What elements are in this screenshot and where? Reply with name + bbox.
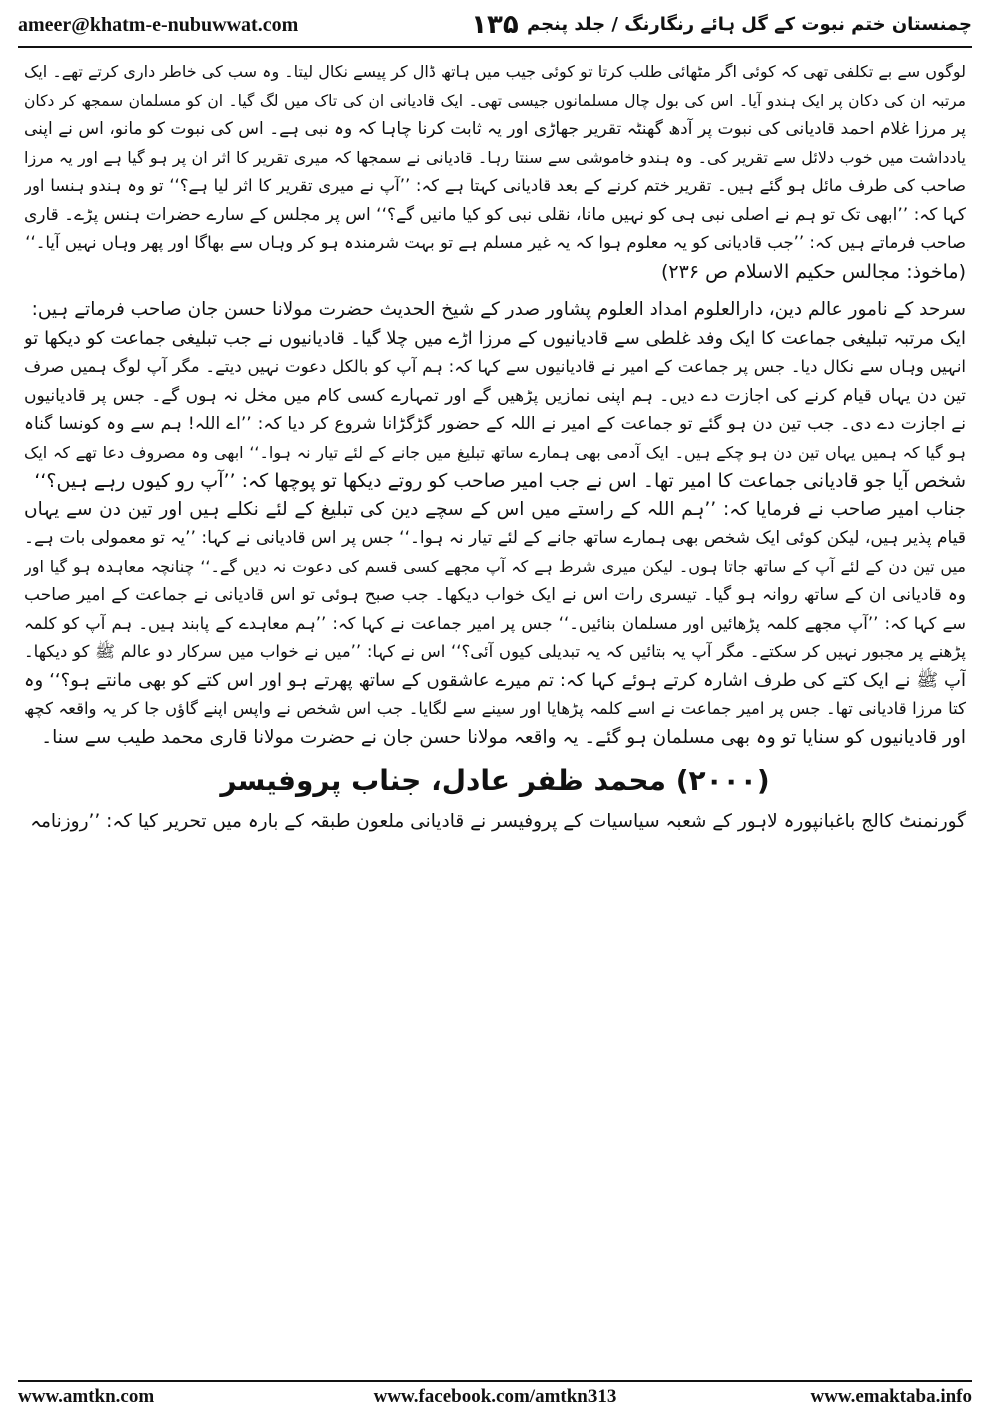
text-line: جناب امیر صاحب نے فرمایا کہ: ’’ہم اللہ کے راستے میں اس کے سچے دین کی تبلیغ کے لئے نکلے ہیں اور تین دن سے یہاں	[24, 498, 966, 520]
text-line: آپ ﷺ نے ایک کتے کی طرف اشارہ کرتے ہوئے کہا کہ: تم میرے عاشقوں کے ساتھ پھرتے ہو اور اس کتے کو بھی مانتے ہو؟‘‘ وہ	[24, 669, 966, 691]
footer-link-amtkn[interactable]: www.amtkn.com	[18, 1386, 155, 1407]
text-line: لوگوں سے بے تکلفی تھی کہ کوئی اگر مٹھائی طلب کرتا تو کوئی جیب میں ہاتھ ڈال کر پیسے نکال لیتا۔ وہ سب کی خاطر داری کرتے تھے۔ ایک	[24, 62, 966, 81]
text-line: انہیں وہاں سے نکال دیا۔ جس پر جماعت کے امیر نے قادیانیوں سے کہا کہ: ہم آپ کو بالکل دعوت نہیں دیتے۔ مگر آپ لوگ ہمیں صرف	[24, 357, 966, 376]
text-line: مرتبہ ان کی دکان پر ایک ہندو آیا۔ اس کی بول چال مسلمانوں جیسی تھی۔ ایک قادیانی ان کی تاک میں لگ گیا۔ ان کو مسلمان سمجھ کر دکان	[24, 91, 966, 110]
header-rule	[18, 46, 972, 48]
text-line: ہو گیا کہ ہمیں یہاں تین دن ہو چکے ہیں۔ ایک آدمی بھی ہمارے ساتھ تبلیغ میں جانے کے لئے تیار نہ ہوا۔‘‘ ابھی وہ مصروف دعا تھے کہ ایک	[24, 442, 966, 462]
header-email: ameer@khatm-e-nubuwwat.com	[18, 14, 299, 36]
footer-link-facebook[interactable]: www.facebook.com/amtkn313	[373, 1386, 617, 1407]
text-line: کہا کہ: ’’ابھی تک تو ہم نے اصلی نبی ہی کو نہیں مانا، نقلی نبی کو کیا مانیں گے؟‘‘ اس پر مجلس کے سارے حضرات ہنس پڑے۔ قاری	[24, 204, 966, 225]
page-number: ۱۳۵	[471, 10, 519, 40]
text-line: یادداشت میں خوب دلائل سے تقریر کی۔ وہ ہندو خاموشی سے سنتا رہا۔ قادیانی نے سمجھا کہ میری تقریر کا اثر ان پر ہو گیا ہے اور یہ مرزا	[24, 147, 966, 167]
text-line: نے اجازت دے دی۔ جب تین دن ہو گئے تو جماعت کے امیر نے اللہ کے حضور گڑگڑانا شروع کر دیا کہ: ’’اے اللہ! ہم سے وہ کونسا گناہ	[24, 414, 966, 434]
book-title: چمنستان ختم نبوت کے گل ہائے رنگارنگ / جلد پنجم	[526, 14, 972, 35]
text-line: سے کہا کہ: ’’آپ مجھے کلمہ پڑھائیں اور مسلمان بنائیں۔‘‘ جس پر امیر جماعت نے کہا کہ: ’’ہم معاہدے کے پابند ہیں۔ ہم آپ کو کلمہ	[24, 613, 966, 633]
text-line: پر مرزا غلام احمد قادیانی کی نبوت پر آدھ گھنٹہ تقریر جھاڑی اور یہ ثابت کرنا چاہا کہ وہ نبی ہے۔ اس کی نبوت کو مانو، اس نے اپنی	[24, 119, 966, 139]
text-line: شخص آیا جو قادیانی جماعت کا امیر تھا۔ اس نے جب امیر صاحب کو روتے دیکھا تو پوچھا کہ: ’’آپ رو کیوں رہے ہیں؟‘‘	[34, 470, 966, 492]
text-line: گورنمنٹ کالج باغبانپورہ لاہور کے شعبہ سیاسیات کے پروفیسر نے قادیانی ملعون طبقہ کے بارہ میں تحریر کیا کہ: ’’روزنامہ	[30, 811, 966, 832]
text-line: ایک مرتبہ تبلیغی جماعت کا ایک وفد غلطی سے قادیانیوں کے مرزا اڑے میں چلا گیا۔ قادیانیوں نے جب تبلیغی جماعت کو دیکھا تو	[24, 327, 966, 349]
text-line: وہ قادیانی ان کے ساتھ روانہ ہو گیا۔ تیسری رات اس نے ایک خواب دیکھا۔ جب صبح ہوئی تو اس قادیانی نے جماعت کے امیر صاحب	[24, 585, 966, 605]
text-line: کتا مرزا قادیانی تھا۔ جس پر امیر جماعت نے اسے کلمہ پڑھایا اور سینے سے لگایا۔ جب اس شخص نے واپس اپنے گاؤں جا کر یہ واقعہ کچھ	[24, 699, 966, 718]
text-line: تین دن یہاں قیام کرنے کی اجازت دے دیں۔ ہم اپنی نمازیں پڑھیں گے اور تمہارے کسی کام میں مخل نہ ہوں گے۔ جس پر قادیانیوں	[24, 385, 966, 406]
text-line: اور قادیانیوں کو سنایا تو وہ بھی مسلمان ہو گئے۔ یہ واقعہ مولانا حسن جان نے حضرت مولانا قاری محمد طیب سے سنا۔	[41, 726, 966, 748]
text-line: پڑھنے پر مجبور نہیں کر سکتے۔ مگر آپ یہ بتائیں کہ یہ تبدیلی کیوں آئی؟‘‘ اس نے کہا: ’’میں نے خواب میں سرکار دو عالم ﷺ کو دیکھا۔	[24, 642, 966, 661]
text-line: سرحد کے نامور عالم دین، دارالعلوم امداد العلوم پشاور صدر کے شیخ الحدیث حضرت مولانا حسن جان صاحب فرماتے ہیں:	[31, 299, 966, 320]
footer-rule	[18, 1380, 972, 1382]
page-header	[18, 10, 972, 44]
text-line: صاحب کی طرف مائل ہو گئے ہیں۔ تقریر ختم کرنے کے بعد قادیانی کہتا ہے کہ: ’’آپ نے میری تقریر کا اثر لیا ہے؟‘‘ تو وہ ہندو ہنسا اور	[24, 176, 966, 195]
page-body	[24, 58, 966, 837]
source-reference: (ماخوذ: مجالس حکیم الاسلام ص ۲۳۶)	[660, 260, 966, 283]
text-line: قیام پذیر ہیں، لیکن کوئی ایک شخص بھی ہمارے ساتھ جانے کے لئے تیار نہ ہوا۔‘‘ جس پر اس قادیانی نے کہا: ’’یہ تو معمولی بات ہے۔	[24, 528, 966, 548]
footer-link-emaktaba[interactable]: www.emaktaba.info	[810, 1386, 972, 1407]
text-line: میں تین دن کے لئے آپ کے ساتھ جاتا ہوں۔ لیکن میری شرط ہے کہ آپ مجھے کسی قسم کی دعوت نہ دیں گے۔‘‘ چنانچہ معاہدہ ہو گیا اور	[24, 556, 966, 576]
page-footer	[18, 1386, 972, 1410]
section-heading: (۲۰۰۰) محمد ظفر عادل، جناب پروفیسر	[220, 764, 770, 797]
text-line: صاحب فرماتے ہیں کہ: ’’جب قادیانی کو یہ معلوم ہوا کہ یہ غیر مسلم ہے تو بہت شرمندہ ہو کر وہاں سے بھاگا اور پھر وہاں نہیں آیا۔‘‘	[25, 233, 966, 252]
